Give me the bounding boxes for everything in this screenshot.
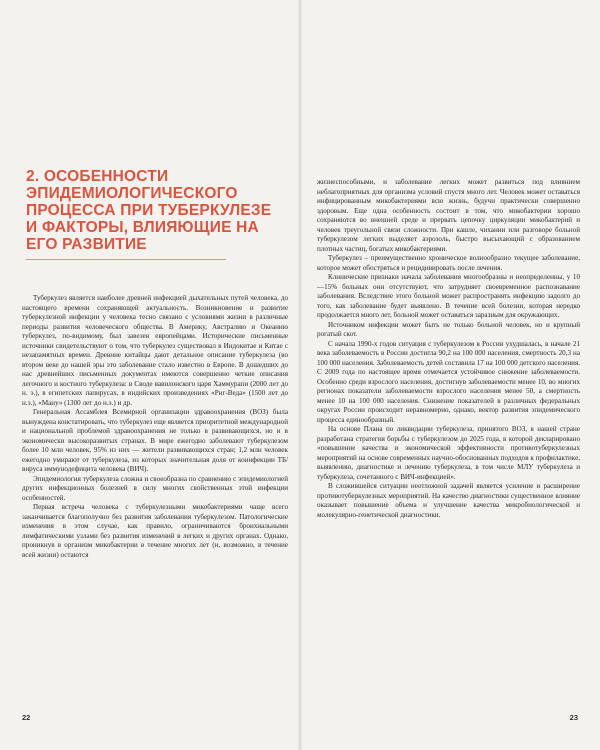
paragraph: жизнеспособными, и заболевание легких может развиться под влиянием неблагоприятных для организма условий спустя много лет. Человек может оставаться инфицированным микобактериями всю жизнь, будучи практически совершенно здоровым. Еще одна особенность состоит в том, что микобактерии хорошо сохраняются во внешней среде и прервать цепочку циркуляции микобактерий и человек треугольной связи сложности. При кашле, чихании или разговоре больной туберкулезом легких выделяет аэрозоль, быстро высыхающий с образованием плотных частиц, богатых микобактериями. [317, 178, 580, 253]
paragraph: Первая встреча человека с туберкулезными микобактериями чаще всего заканчивается благополучно без развития заболевания туберкулезом. Патологические изменения в этом случае, как правило, ограничиваются бронхиальными лимфатическими узлами без развития изменений в легких и других органах. Однако, проникнув в организм микобактерии в течение многих лет (и, возможно, в течение всей жизни) остаются [22, 503, 288, 559]
right-page [300, 0, 600, 750]
chapter-title: 2. ОСОБЕННОСТИ ЭПИДЕМИОЛОГИЧЕСКОГО ПРОЦЕССА ПРИ ТУБЕРКУЛЕЗЕ И ФАКТОРЫ, ВЛИЯЮЩИЕ НА ЕГО РАЗВИТИЕ [26, 168, 272, 253]
chapter-title-rule [26, 259, 226, 260]
paragraph: Туберкулез – преимущественно хроническое волнообразно текущее заболевание, которое может обостряться и рецидивировать после лечения. [317, 254, 580, 272]
page-number-left: 22 [22, 713, 31, 722]
paragraph: Туберкулез является наиболее древней инфекцией дыхательных путей человека, до настоящего времени сохраняющей актуальность. Возникновение и развитие туберкулезной инфекции у человека тесно связано с условиями жизни в различные периоды развития человеческого общества. В Америку, Австралию и Океанию туберкулез, по-видимому, был завезен европейцами. Исторические письменные источники свидетельствуют о том, что туберкулез существовал в Индокитае и Китае с незапамятных времен. Древние китайцы дают детальное описание туберкулеза (во втором веке до нашей эры это заболевание стало известно в Европе. В дошедших до нас древнейших письменных документах имеются совершенно четкие описания легочного и костного туберкулеза: в Своде вавилонского царя Хаммурапи (2000 лет до н. э.), в египетских папирусах, в индийских произведениях «Риг-Веда» (1500 лет до н.э.), «Ману» (1300 лет до н.э.) и др. [22, 294, 288, 407]
paragraph: На основе Плана по ликвидации туберкулеза, принятого ВОЗ, в нашей стране разработана стратегия борьбы с туберкулезом до 2025 года, в которой декларировано «повышение качества и экономической эффективности противотуберкулезных мероприятий на основе современных научно-обоснованных подходов к профилактике, выявлению, диагностике и лечению туберкулеза, в том числе МЛУ туберкулеза и туберкулеза, сочетанного с ВИЧ-инфекцией». [317, 425, 580, 481]
paragraph: Клинические признаки начала заболевания многообразны и неопределенны, у 10—15% больных они отсутствуют, что затрудняет своевременное распознавание заболевания. Вследствие этого больной может распространять инфекцию задолго до того, как заболевание будет выявлено. В течение всей болезни, которая нередко продолжается много лет, больной может оставаться заразным для окружающих. [317, 273, 580, 319]
paragraph: В сложившейся ситуации неотложной задачей является усиление и расширение противотуберкулезных мероприятий. На качество диагностики существенное влияние оказывает повышение объема и улучшение качества микробиологической и молекулярно-генетической диагностики. [317, 482, 580, 519]
paragraph: Генеральная Ассамблея Всемирной организации здравоохранения (ВОЗ) была вынуждена констатировать, что туберкулез еще является приоритетной международной и национальной проблемой здравоохранения не только в развивающихся, но и в экономически высокоразвитых странах. В мире ежегодно заболевают туберкулезом более 10 млн человек, 95% из них — жители развивающихся стран; 1,2 млн человек ежегодно умирают от туберкулеза, из которых значительная доля от коинфекции ТБ/вируса иммунодефицита человека (ВИЧ). [22, 408, 289, 473]
left-page-body [22, 294, 288, 560]
paragraph: С начала 1990-х годов ситуация с туберкулезом в России ухудшалась, в начале 21 века заболеваемость в России достигла 90,2 на 100 000 населения, смертность 20,3 на 100 000 населения. Заболеваемость детей составила 17 на 100 000 детского населения. С 2009 года по настоящее время отмечается устойчивое снижение заболеваемости. Особенно среди взрослого населения, достигнув заболеваемости менее 10, во многих регионах показатели заболеваемости взрослого населения менее 50, а смертность менее 10 на 100 000 населения. Снижение показателей в различных федеральных округах России происходит неравномерно, однако, вектор развития эпидемического процесса единообразный. [317, 339, 580, 424]
page-number-right: 23 [569, 713, 578, 722]
paragraph: Источником инфекции может быть не только больной человек, но и крупный рогатый скот. [317, 320, 580, 338]
paragraph: Эпидемиология туберкулеза сложна и своеобразна по сравнению с эпидемиологией других инфекционных болезней в силу многих свойственных этой инфекции особенностей. [22, 474, 288, 502]
right-page-body [317, 178, 580, 520]
